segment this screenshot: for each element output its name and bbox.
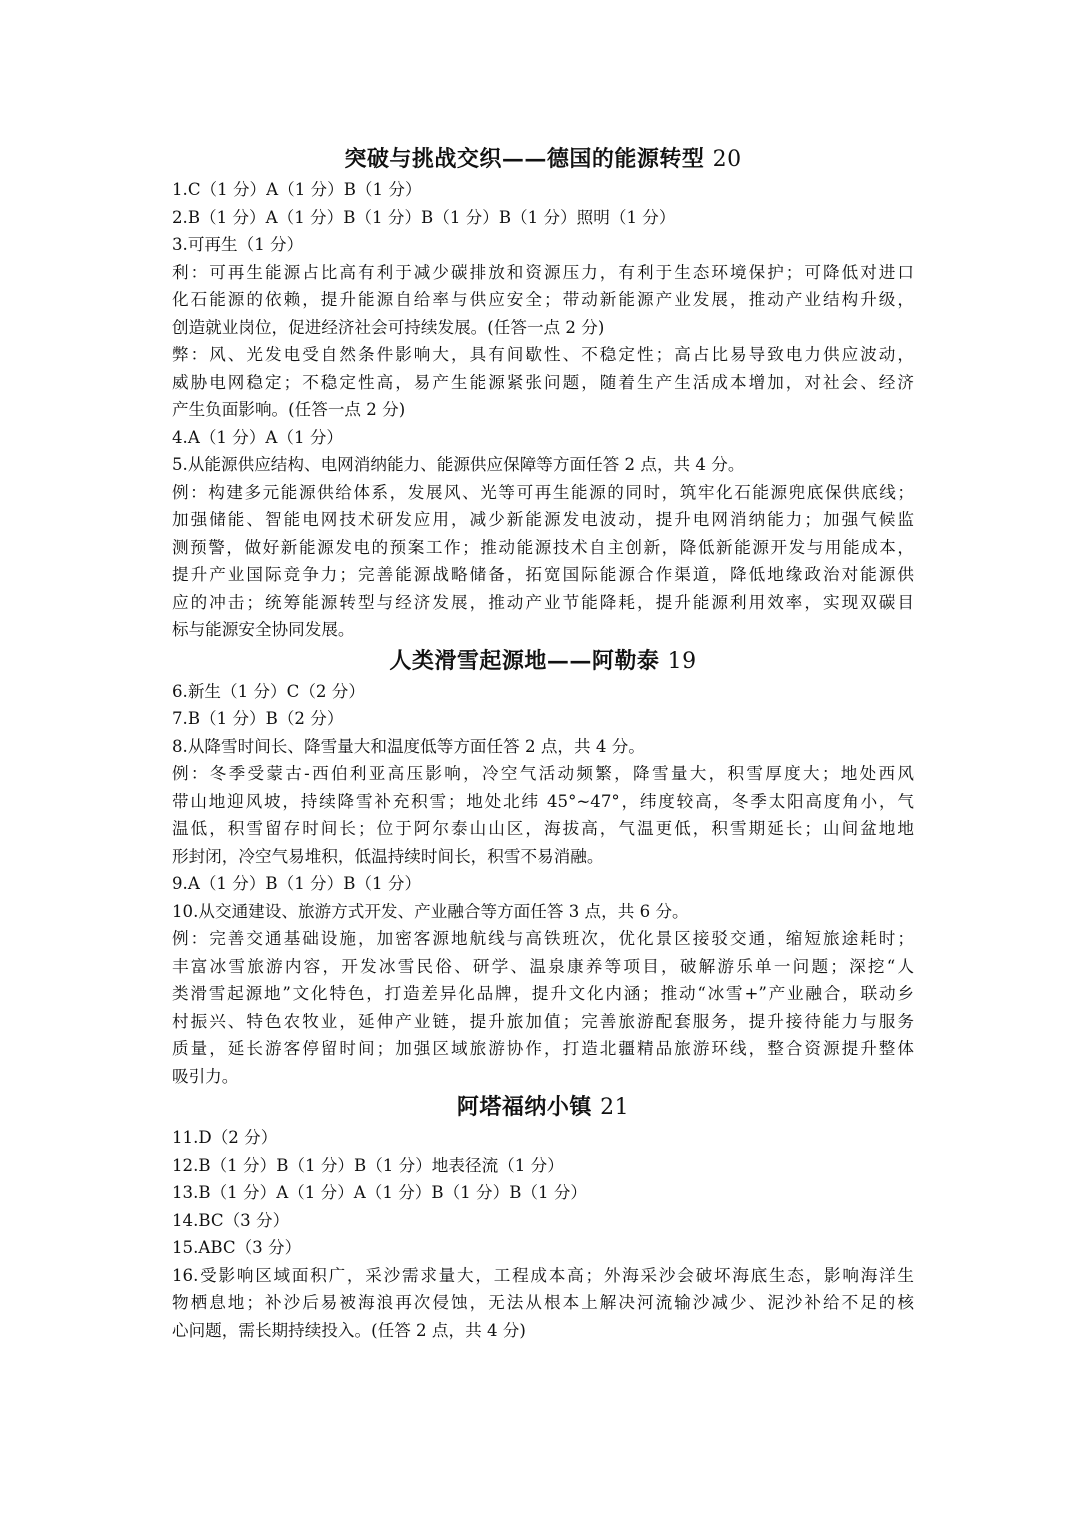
answer-line: 5.从能源供应结构、电网消纳能力、能源供应保障等方面任答 2 点，共 4 分。 — [172, 455, 745, 474]
answer-line: 丰富冰雪旅游内容，开发冰雪民俗、研学、温泉康养等项目，破解游乐单一问题；深挖“人 — [172, 956, 914, 976]
answer-line: 3.可再生（1 分） — [172, 235, 304, 254]
answer-line: 6.新生（1 分）C（2 分） — [172, 681, 365, 701]
answer-line: 质量，延长游客停留时间；加强区域旅游协作，打造北疆精品旅游环线，整合资源提升整体 — [172, 1039, 914, 1058]
section-title-text: 突破与挑战交织——德国的能源转型 — [344, 146, 705, 172]
answer-line: 应的冲击；统筹能源转型与经济发展，推动产业节能降耗，提升能源利用效率，实现双碳目 — [172, 592, 914, 612]
section-body — [172, 176, 914, 644]
section-body — [172, 1124, 914, 1344]
section-title — [172, 1090, 914, 1124]
section-number: 19 — [667, 648, 697, 674]
section-title — [172, 644, 914, 678]
answer-sheet — [172, 142, 914, 1344]
answer-line: 物栖息地；补沙后易被海浪再次侵蚀，无法从根本上解决河流输沙减少、泥沙补给不足的核 — [172, 1293, 914, 1312]
answer-line: 弊：风、光发电受自然条件影响大，具有间歇性、不稳定性；高占比易导致电力供应波动， — [172, 345, 914, 364]
answer-line: 带山地迎风坡，持续降雪补充积雪；地处北纬 45°~47°，纬度较高，冬季太阳高度角小，气 — [172, 791, 914, 811]
section-title-text: 阿塔福纳小镇 — [456, 1094, 592, 1120]
answer-line: 标与能源安全协同发展。 — [172, 620, 355, 639]
answer-line: 例：冬季受蒙古-西伯利亚高压影响，冷空气活动频繁，降雪量大，积雪厚度大；地处西风 — [172, 764, 914, 783]
answer-line: 形封闭，冷空气易堆积，低温持续时间长，积雪不易消融。 — [172, 846, 604, 866]
answer-line: 加强储能、智能电网技术研发应用，减少新能源发电波动，提升电网消纳能力；加强气候监 — [172, 510, 914, 529]
section-body — [172, 678, 914, 1091]
section-energy-transition — [172, 142, 914, 644]
answer-line: 产生负面影响。(任答一点 2 分) — [172, 400, 406, 419]
section-title-text: 人类滑雪起源地——阿勒泰 — [389, 647, 660, 674]
answer-line: 利：可再生能源占比高有利于减少碳排放和资源压力，有利于生态环境保护；可降低对进口 — [172, 262, 914, 282]
answer-line: 1.C（1 分）A（1 分）B（1 分） — [172, 180, 422, 199]
answer-line: 测预警，做好新能源发电的预案工作；推动能源技术自主创新，降低新能源开发与用能成本， — [172, 537, 914, 557]
answer-line: 类滑雪起源地”文化特色，打造差异化品牌，提升文化内涵；推动“冰雪+”产业融合，联动乡 — [172, 984, 914, 1003]
answer-line: 10.从交通建设、旅游方式开发、产业融合等方面任答 3 点，共 6 分。 — [172, 901, 689, 921]
answer-line: 村振兴、特色农牧业，延伸产业链，提升旅加值；完善旅游配套服务，提升接待能力与服务 — [172, 1011, 914, 1031]
section-number: 20 — [712, 147, 742, 172]
answer-line: 提升产业国际竞争力；完善能源战略储备，拓宽国际能源合作渠道，降低地缘政治对能源供 — [172, 565, 914, 584]
answer-line: 吸引力。 — [172, 1066, 239, 1086]
answer-line: 2.B（1 分）A（1 分）B（1 分）B（1 分）B（1 分）照明（1 分） — [172, 207, 676, 227]
answer-line: 16.受影响区域面积广，采沙需求量大，工程成本高；外海采沙会破坏海底生态，影响海洋生 — [172, 1265, 914, 1285]
answer-line: 化石能源的依赖，提升能源自给率与供应安全；带动新能源产业发展，推动产业结构升级， — [172, 290, 914, 309]
answer-line: 8.从降雪时间长、降雪量大和温度低等方面任答 2 点，共 4 分。 — [172, 736, 645, 756]
answer-line: 例：构建多元能源供给体系，发展风、光等可再生能源的同时，筑牢化石能源兜底保供底线； — [172, 482, 914, 502]
answer-line: 14.BC（3 分） — [172, 1210, 290, 1230]
answer-line: 温低，积雪留存时间长；位于阿尔泰山山区，海拔高，气温更低，积雪期延长；山间盆地地 — [172, 819, 914, 838]
answer-line: 9.A（1 分）B（1 分）B（1 分） — [172, 874, 422, 893]
answer-line: 4.A（1 分）A（1 分） — [172, 427, 344, 447]
section-number: 21 — [600, 1095, 630, 1120]
answer-line: 心问题，需长期持续投入。(任答 2 点，共 4 分) — [172, 1320, 526, 1340]
section-altay-skiing — [172, 644, 914, 1091]
answer-line: 威胁电网稳定；不稳定性高，易产生能源紧张问题，随着生产生活成本增加，对社会、经济 — [172, 372, 914, 392]
answer-line: 创造就业岗位，促进经济社会可持续发展。(任答一点 2 分) — [172, 317, 605, 337]
answer-line: 15.ABC（3 分） — [172, 1238, 302, 1257]
answer-line: 11.D（2 分） — [172, 1128, 278, 1147]
section-atafona-town — [172, 1090, 914, 1344]
answer-line: 7.B（1 分）B（2 分） — [172, 709, 344, 728]
answer-line: 例：完善交通基础设施，加密客源地航线与高铁班次，优化景区接驳交通，缩短旅途耗时； — [172, 929, 914, 948]
answer-line: 12.B（1 分）B（1 分）B（1 分）地表径流（1 分） — [172, 1155, 564, 1175]
section-title — [172, 142, 914, 176]
answer-line: 13.B（1 分）A（1 分）A（1 分）B（1 分）B（1 分） — [172, 1183, 588, 1202]
